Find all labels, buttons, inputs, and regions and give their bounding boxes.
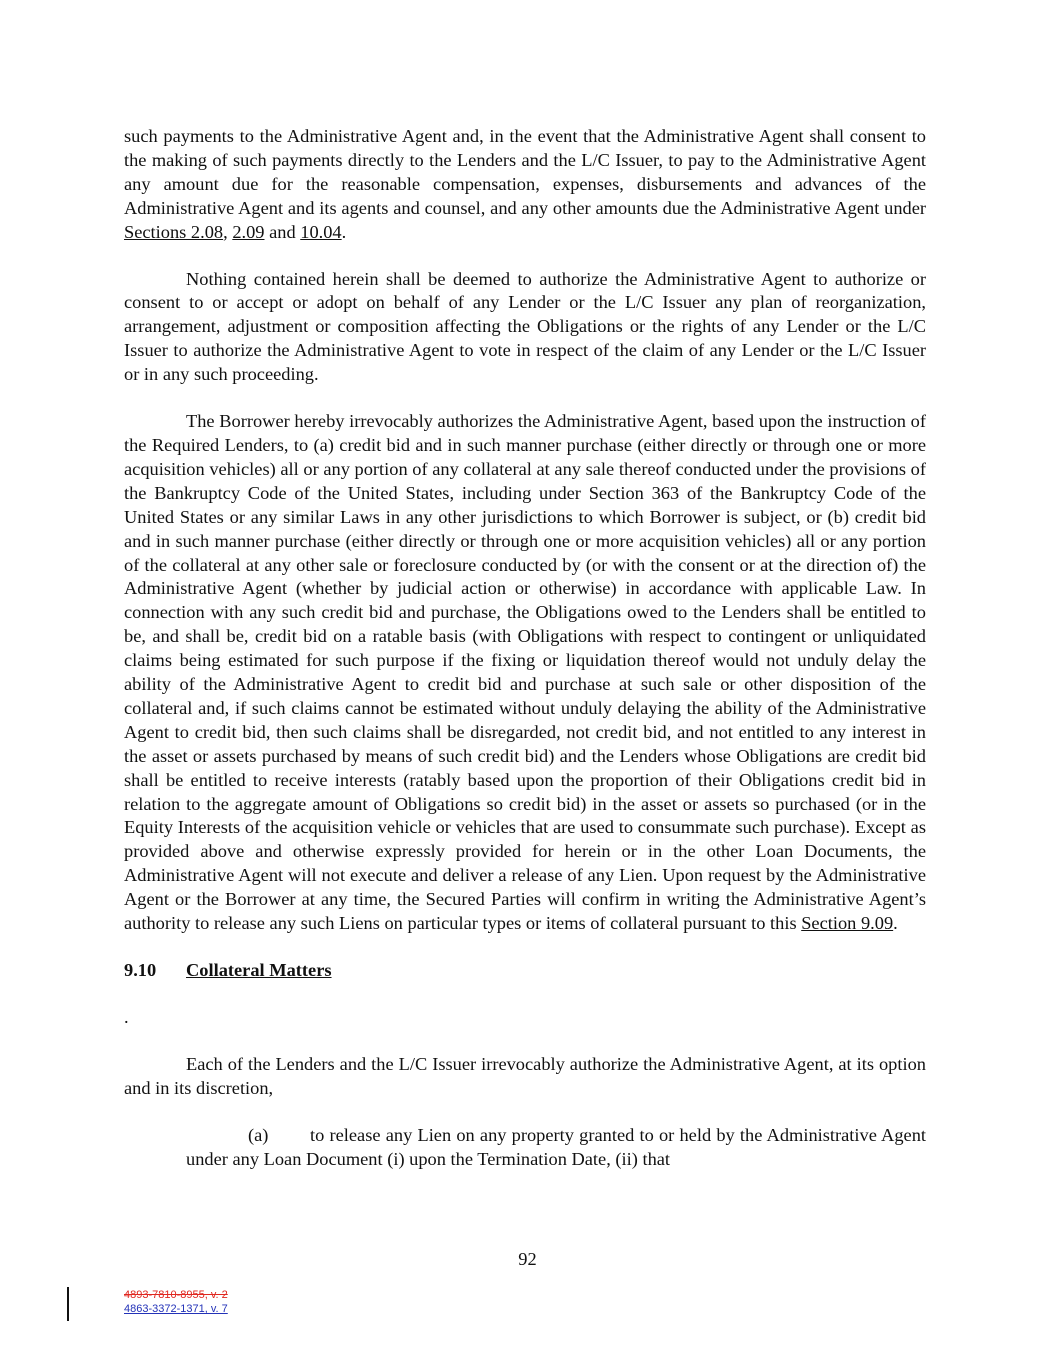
inserted-doc-id: 4863-3372-1371, v. 7: [124, 1303, 228, 1315]
paragraph-authorize-agent: Each of the Lenders and the L/C Issuer irrevocably authorize the Administrative Agent, at its option and in its discretion,: [124, 1053, 926, 1098]
section-heading-9-10: [124, 959, 926, 983]
section-number: 9.10: [124, 960, 157, 980]
paragraph-no-authorization: Nothing contained herein shall be deemed to authorize the Administrative Agent to authorize or consent to or accept or adopt on behalf of any Lender or the L/C Issuer any plan of reorganization, arrangement, adjustment or composition affecting the Obligations or the rights of any Lender or the L/C Issuer to authorize the Administrative Agent to vote in respect of the claim of any Lender or the L/C Issuer or in any such proceeding.: [124, 268, 926, 385]
section-ref-2-08: Sections 2.08: [124, 221, 224, 242]
document-id-footer: [124, 1288, 228, 1316]
section-ref-2-09: 2.09: [232, 221, 265, 242]
paragraph-credit-bid: The Borrower hereby irrevocably authorizes the Administrative Agent, based upon the instruction of the Required Lenders, to (a) credit bid and in such manner purchase (either directly or through one or more acquisition vehicles) all or any portion of any collateral at any sale thereof conducted under the provisions of the Bankruptcy Code of the United States, including under Section 363 of the Bankruptcy Code of the United States or any similar Laws in any other jurisdictions to which Borrower is subject, or (b) credit bid and in such manner purchase (either directly or through one or more acquisition vehicles) all or any portion of the collateral at any other sale or foreclosure conducted by (or with the consent or at the direction of) the Administrative Agent (whether by judicial action or otherwise) in accordance with applicable Law. In connection with any such credit bid and purchase, the Obligations owed to the Lenders shall be entitled to be, and shall be, credit bid on a ratable basis (with Obligations with respect to contingent or unliquidated claims being estimated for such purpose if the fixing or liquidation thereof would not unduly delay the ability of the Administrative Agent to credit bid and purchase at such sale or other disposition of the collateral and, if such claims cannot be estimated without unduly delaying the ability of the Administrative Agent to credit bid, then such claims shall be disregarded, not credit bid, and not entitled to any interest in the asset or assets purchased by means of such credit bid) and the Lenders whose Obligations are credit bid shall be entitled to receive interests (ratably based upon the proportion of their Obligations credit bid in relation to the aggregate amount of Obligations so credit bid) in the asset or assets so purchased (or in the Equity Interests of the acquisition vehicle or vehicles that are used to consummate such purchase). Except as provided above and otherwise expressly provided for herein or in the other Loan Documents, the Administrative Agent will not execute and deliver a release of any Lien. Upon request by the Administrative Agent or the Borrower at any time, the Secured Parties will confirm in writing the Administrative Agent’s authority to release any such Liens on particular types or items of collateral pursuant to this Section 9.09.: [124, 411, 926, 934]
stray-period: .: [124, 1006, 129, 1027]
section-ref-10-04: 10.04: [300, 221, 342, 242]
page-number: 92: [518, 1249, 537, 1269]
paragraph-payments: such payments to the Administrative Agent and, in the event that the Administrative Agent shall consent to the making of such payments directly to the Lenders and the L/C Issuer, to pay to the Administrative Agent any amount due for the reasonable compensation, expenses, disbursements and advances of the Administrative Agent and its agents and counsel, and any other amounts due the Administrative Agent under Sections 2.08, 2.09 and 10.04.: [124, 126, 926, 242]
deleted-doc-id: 4893-7810-8955, v. 2: [124, 1289, 228, 1301]
revision-change-bar: [67, 1287, 69, 1321]
clause-a-text: to release any Lien on any property granted to or held by the Administrative Agent under any Loan Document (i) upon the Termination Date, (ii) that: [186, 1124, 926, 1169]
section-ref-9-09: Section 9.09: [801, 913, 894, 934]
section-title: Collateral Matters: [186, 960, 332, 980]
page-body: [124, 125, 926, 1171]
clause-a-label: (a): [248, 1124, 269, 1145]
clause-a: [186, 1124, 926, 1172]
